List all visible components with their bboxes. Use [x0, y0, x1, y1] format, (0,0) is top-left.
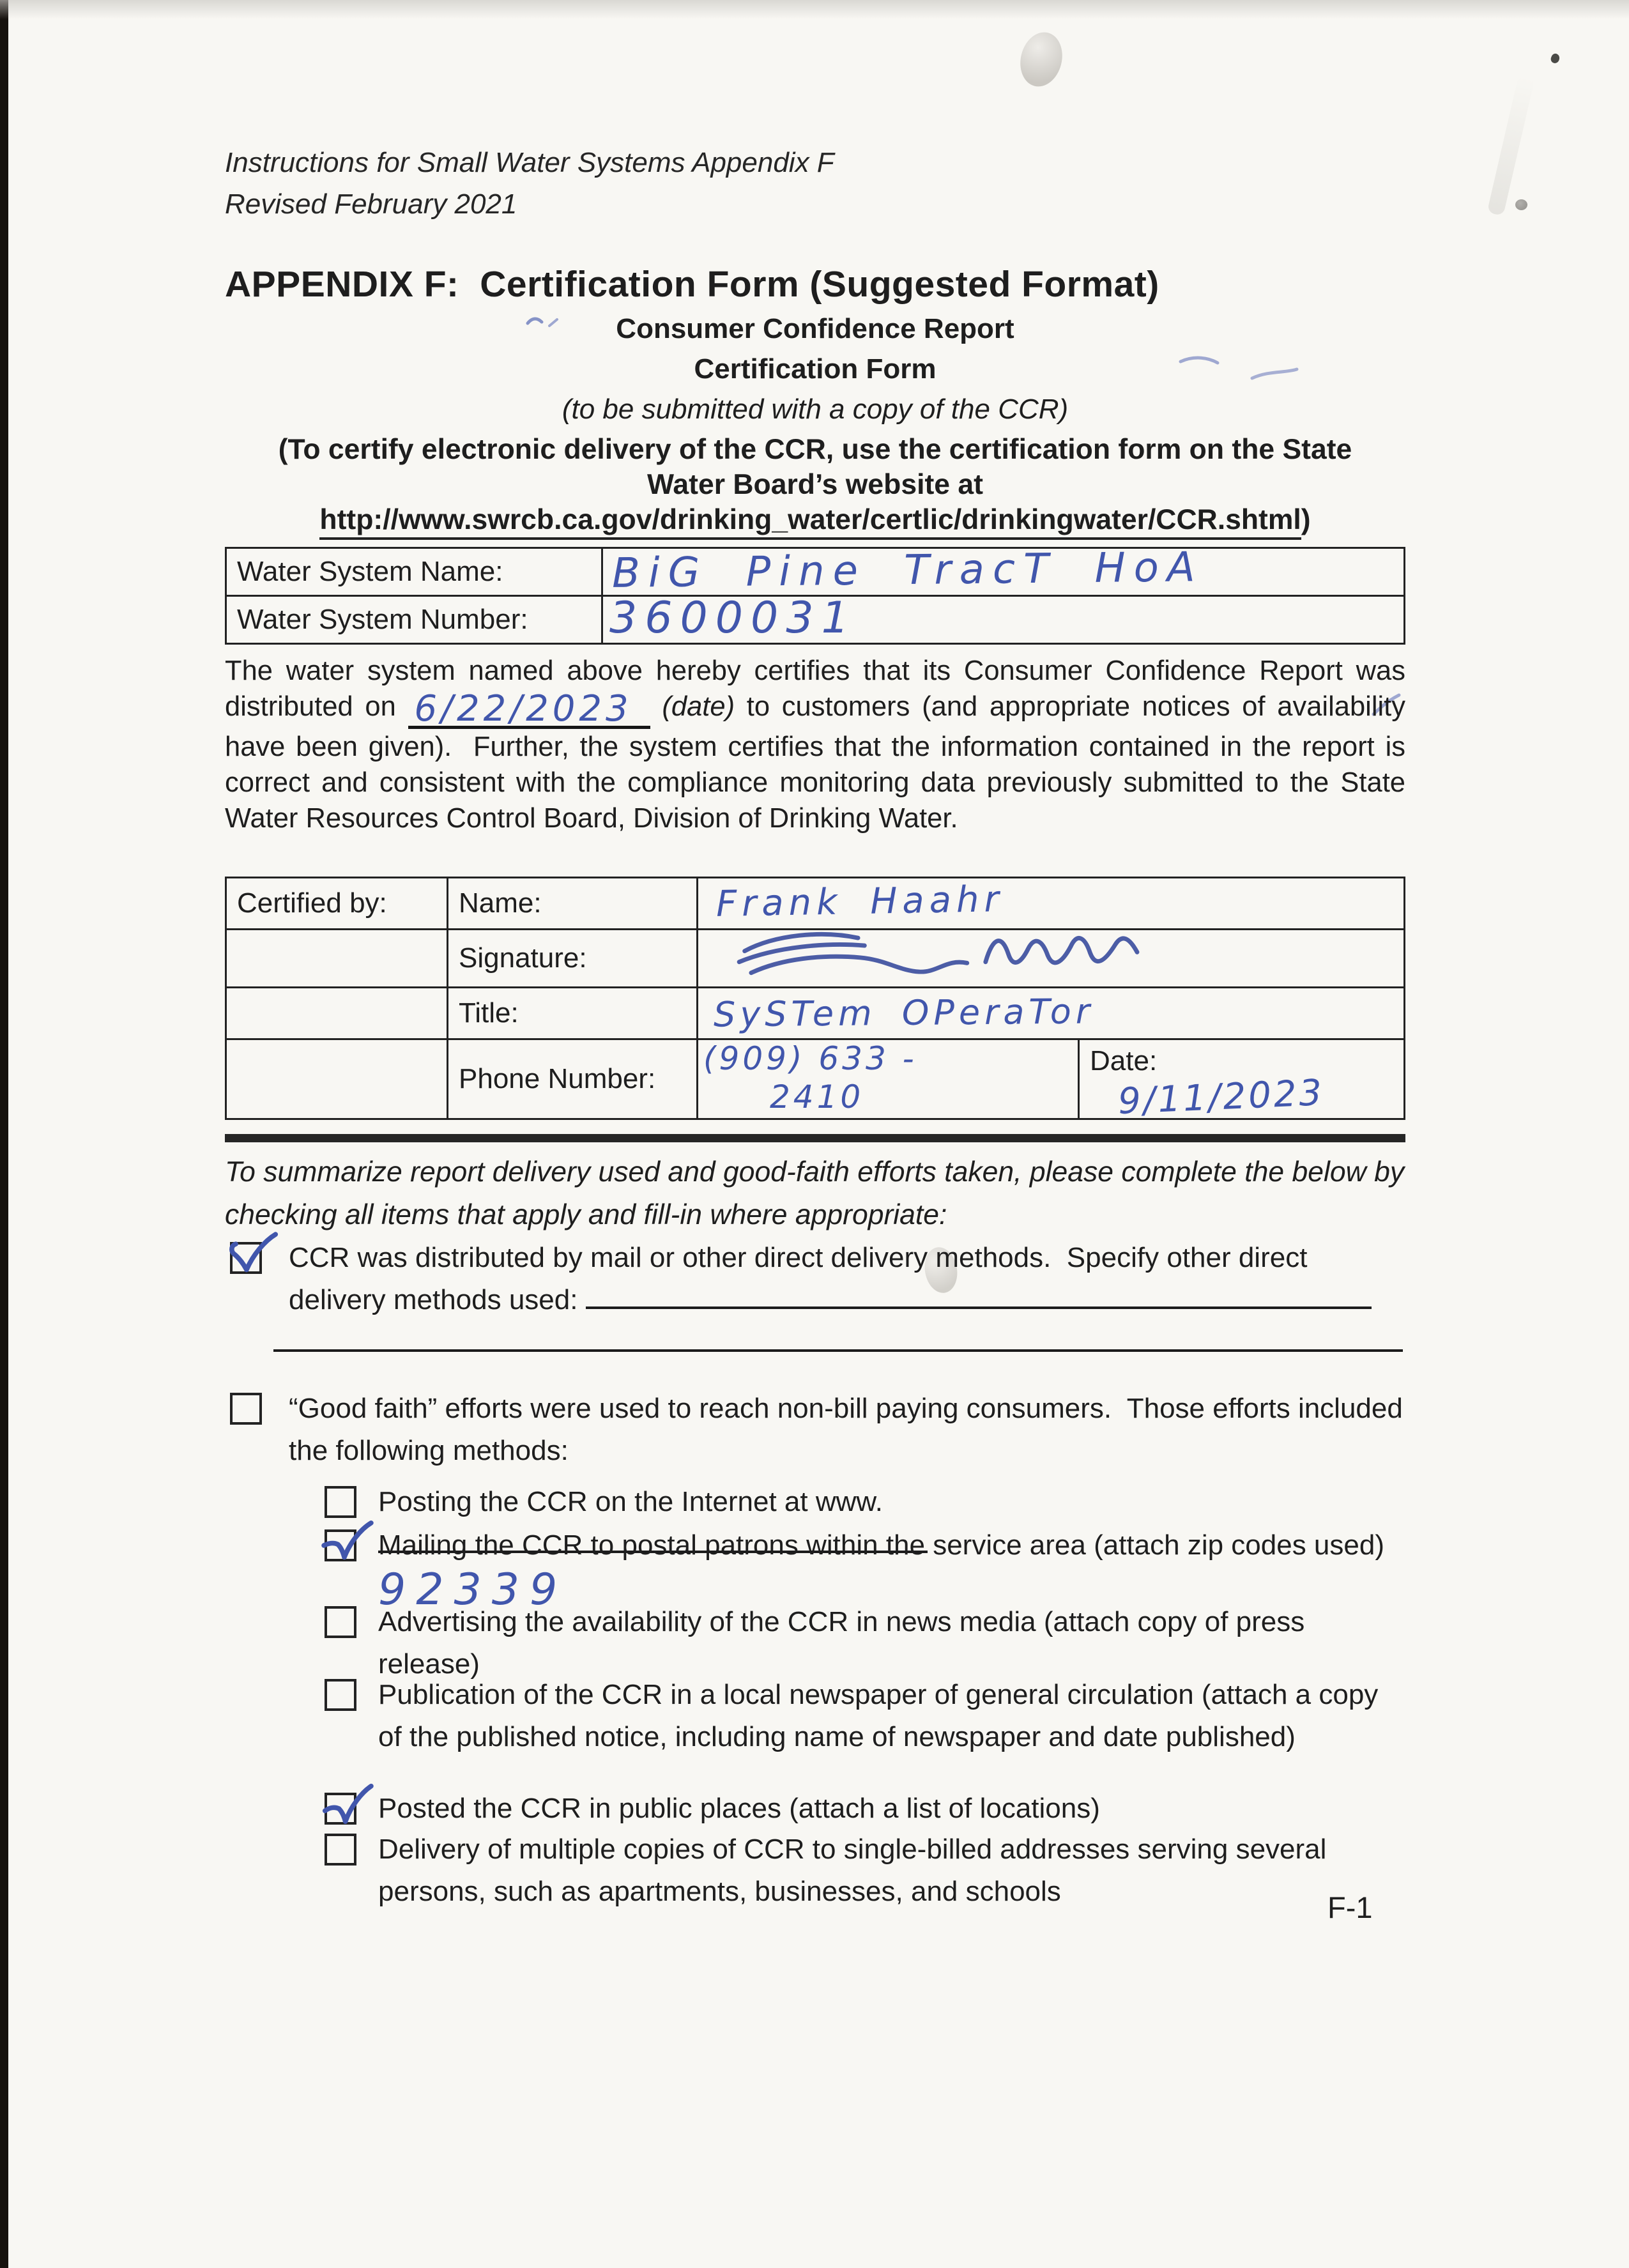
phone-value-line1: (909) 633 - — [703, 1040, 917, 1077]
subtitle-block — [225, 313, 1405, 425]
sub-item-text — [378, 1524, 1408, 1615]
electronic-delivery-notice — [225, 432, 1405, 538]
certified-by-table — [225, 877, 1405, 1123]
notice-line-1: (To certify electronic delivery of the CCR, use the certification form on the State — [278, 434, 1352, 465]
name-label: Name: — [448, 878, 698, 930]
sub-item-posted-public-places — [325, 1788, 1408, 1830]
distribution-date-field[interactable] — [408, 689, 650, 729]
hole-punch-artifact — [1015, 28, 1068, 91]
document-header — [225, 142, 834, 225]
page-number: F-1 — [1327, 1890, 1373, 1924]
subtitle-line-2: Certification Form — [694, 353, 937, 385]
phone-field[interactable] — [698, 1040, 1078, 1118]
checklist-item-text — [289, 1388, 1411, 1472]
certification-paragraph — [225, 653, 1414, 837]
header-line-2: Revised February 2021 — [225, 188, 517, 220]
zip-code-value: 92339 — [378, 1565, 568, 1615]
empty-cell — [226, 1039, 448, 1119]
posted-public-places-text: Posted the CCR in public places (attach a list of locations) — [378, 1793, 1100, 1824]
table-row — [226, 596, 1405, 644]
checkbox-advertising-media[interactable] — [325, 1606, 356, 1638]
checkbox-posting-internet[interactable] — [325, 1486, 356, 1518]
posting-internet-text: Posting the CCR on the Internet at www. — [378, 1486, 883, 1517]
subtitle-line-3: (to be submitted with a copy of the CCR) — [562, 394, 1069, 425]
checkbox-posted-public-places[interactable] — [325, 1793, 356, 1825]
date-label: Date: — [1090, 1045, 1158, 1077]
sub-item-text — [378, 1601, 1408, 1685]
direct-delivery-text: CCR was distributed by mail or other direct delivery methods. Specify other direct delivery methods used: — [289, 1242, 1315, 1315]
smudge-artifact — [1487, 75, 1535, 216]
sub-item-text — [378, 1674, 1408, 1758]
ink-fleck-artifact — [1549, 52, 1561, 65]
title-label: Title: — [448, 988, 698, 1039]
cert-text-before-date: The water system named above hereby certifies that its Consumer Confidence Report was distributed on — [225, 655, 1414, 723]
scan-edge-left — [0, 0, 8, 2268]
phone-value-line2: 2410 — [770, 1078, 864, 1115]
section-divider — [225, 1134, 1405, 1142]
summary-instructions: To summarize report delivery used and good-faith efforts taken, please complete the below by checking all items that apply and fill-in where appropriate: — [225, 1156, 1405, 1230]
water-system-name-label: Water System Name: — [226, 548, 602, 596]
water-system-number-value: 3600031 — [609, 593, 857, 643]
notice-line-3 — [225, 502, 1405, 537]
water-system-number-field[interactable] — [602, 593, 1405, 644]
checkmark-icon — [321, 1779, 374, 1832]
date-field[interactable] — [1078, 1040, 1403, 1123]
distribution-date-value: 6/22/2023 — [414, 688, 632, 730]
date-value: 9/11/2023 — [1117, 1071, 1326, 1123]
good-faith-text: “Good faith” efforts were used to reach non-bill paying consumers. Those efforts included the following methods: — [289, 1393, 1411, 1466]
water-system-name-field[interactable] — [602, 544, 1405, 597]
checkbox-good-faith[interactable] — [230, 1393, 262, 1425]
water-system-name-value: BiG Pine TracT HoA — [611, 544, 1204, 597]
title-field[interactable] — [698, 988, 1405, 1039]
checklist-item-direct-delivery — [230, 1237, 1405, 1321]
mailing-postal-text: Mailing the CCR to postal patrons within the service area (attach zip codes used) — [378, 1529, 1400, 1561]
sub-item-text — [378, 1788, 1408, 1830]
date-hint: (date) — [650, 691, 747, 723]
scan-edge-top — [0, 0, 1629, 19]
cert-text-after-date: to customers (and appropriate notices of availability have been given). Further, the system certifies that the information contained in the report is correct and consistent with the compliance monitoring data previously submitted to the State Water Resources Control Board, Division of Drinking Water. — [225, 691, 1414, 834]
checklist-item-good-faith — [230, 1388, 1411, 1472]
title-value: SySTem OPeraTor — [713, 991, 1095, 1035]
sub-item-mailing-postal — [325, 1524, 1408, 1615]
signature-field[interactable] — [698, 930, 1405, 988]
other-delivery-methods-blank[interactable] — [586, 1286, 1372, 1309]
checklist-item-text — [289, 1237, 1405, 1321]
advertising-media-text: Advertising the availability of the CCR in news media (attach copy of press release) — [378, 1606, 1313, 1680]
empty-cell — [226, 930, 448, 988]
ccr-form-url: http://www.swrcb.ca.gov/drinking_water/certlic/drinkingwater/CCR.shtml — [319, 504, 1301, 540]
signature-label: Signature: — [448, 930, 698, 988]
table-row — [226, 1039, 1405, 1119]
checkbox-newspaper-publication[interactable] — [325, 1679, 356, 1711]
phone-date-cell — [698, 1039, 1405, 1123]
table-row — [226, 930, 1405, 988]
continuation-blank-line[interactable] — [273, 1349, 1403, 1352]
sub-item-text — [378, 1828, 1408, 1913]
water-system-number-label: Water System Number: — [226, 596, 602, 644]
header-line-1: Instructions for Small Water Systems Appendix F — [225, 147, 834, 178]
newspaper-publication-text: Publication of the CCR in a local newspaper of general circulation (attach a copy of the published notice, including name of newspaper and date published) — [378, 1679, 1386, 1752]
name-value: Frank Haahr — [715, 878, 1005, 925]
checkbox-multiple-copies[interactable] — [325, 1834, 356, 1866]
water-system-table — [225, 544, 1405, 645]
sub-item-advertising-media — [325, 1601, 1408, 1685]
checkbox-mailing-postal[interactable] — [325, 1529, 356, 1561]
multiple-copies-text: Delivery of multiple copies of CCR to single-billed addresses serving several persons, such as apartments, businesses, and schools — [378, 1834, 1335, 1907]
phone-label: Phone Number: — [448, 1039, 698, 1119]
empty-cell — [226, 988, 448, 1039]
page-title: APPENDIX F: Certification Form (Suggested Format) — [225, 264, 1159, 305]
subtitle-line-1: Consumer Confidence Report — [616, 313, 1014, 344]
sub-item-multiple-copies — [325, 1828, 1408, 1913]
notice-line-2: Water Board’s website at — [647, 469, 983, 501]
checkbox-direct-delivery[interactable] — [230, 1242, 262, 1274]
table-row — [226, 988, 1405, 1039]
certified-by-label: Certified by: — [226, 878, 448, 930]
url-suffix: ) — [1301, 504, 1311, 536]
smudge-dot-artifact — [1515, 199, 1527, 210]
sub-item-newspaper-publication — [325, 1674, 1408, 1758]
signature-scribble — [703, 916, 1170, 998]
table-row — [226, 548, 1405, 596]
table-row — [226, 878, 1405, 930]
